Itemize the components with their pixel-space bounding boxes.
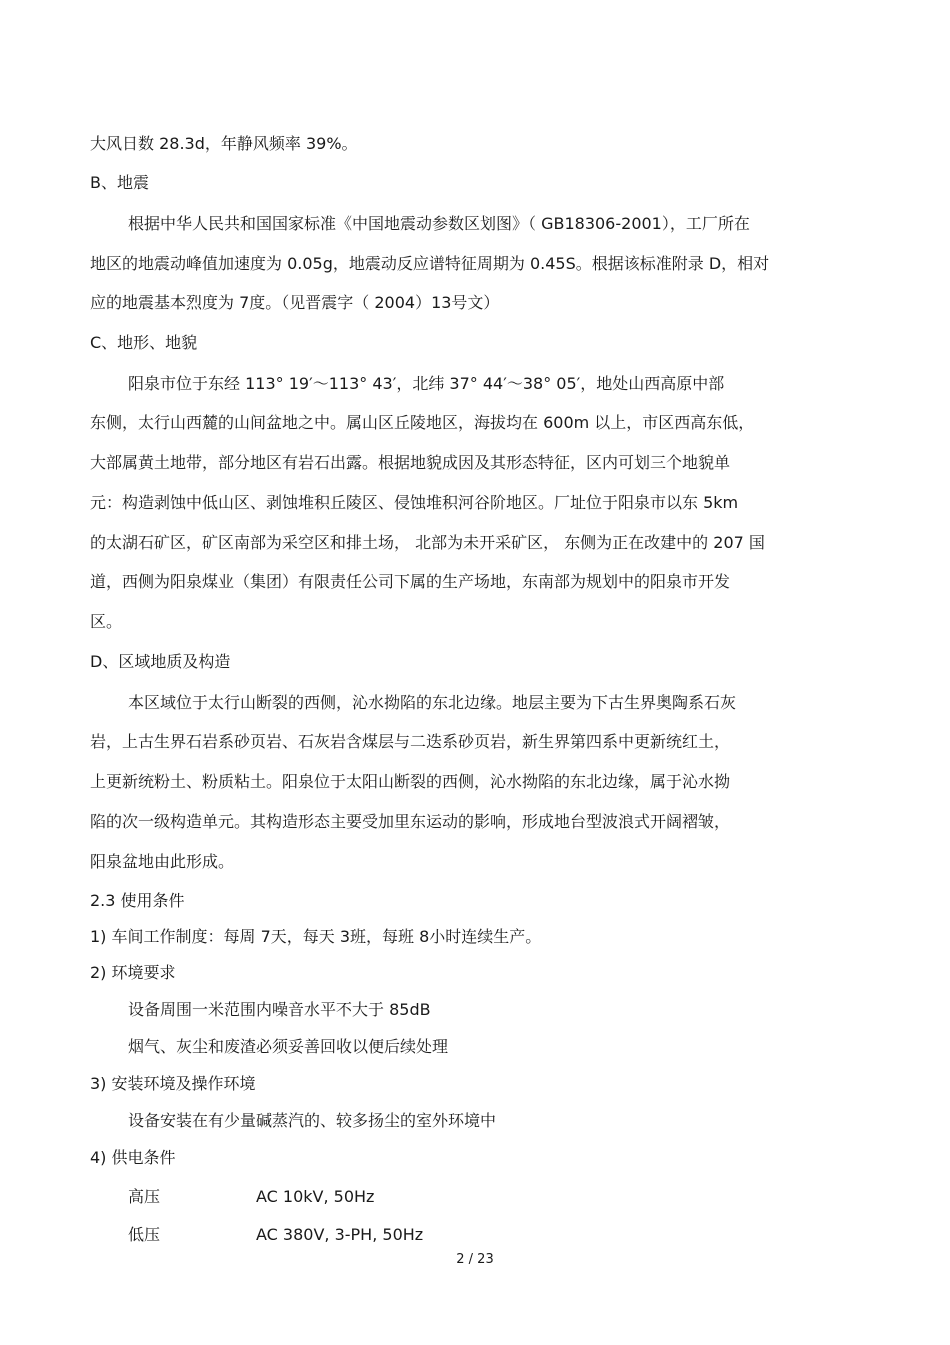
list-item-detail: 烟气、灰尘和废渣必须妥善回收以便后续处理 [128, 1037, 449, 1056]
text-line: 区。 [90, 612, 123, 631]
list-item: 2) 环境要求 [90, 963, 176, 982]
text-line: 的太湖石矿区，矿区南部为采空区和排土场， 北部为未开采矿区， 东侧为正在改建中的 207 国 [90, 533, 765, 552]
power-low-value: AC 380V, 3-PH, 50Hz [256, 1225, 424, 1244]
list-item-detail: 设备周围一米范围内噪音水平不大于 85dB [128, 1000, 431, 1019]
list-item: 1) 车间工作制度：每周 7天，每天 3班，每班 8小时连续生产。 [90, 927, 542, 946]
list-item: 4) 供电条件 [90, 1148, 176, 1167]
power-high-value: AC 10kV, 50Hz [256, 1187, 375, 1206]
section-heading: D、区域地质及构造 [90, 652, 231, 671]
power-high-label: 高压 [128, 1187, 161, 1206]
page-number: 2 / 23 [456, 1252, 494, 1267]
text-line: 元：构造剥蚀中低山区、剥蚀堆积丘陵区、侵蚀堆积河谷阶地区。厂址位于阳泉市以东 5km [90, 493, 739, 512]
text-line: 根据中华人民共和国国家标准《中国地震动参数区划图》（ GB18306-2001），工厂所在 [128, 214, 750, 233]
text-line: 东侧，太行山西麓的山间盆地之中。属山区丘陵地区，海拔均在 600m 以上，市区西高东低， [90, 413, 755, 432]
list-item: 3) 安装环境及操作环境 [90, 1074, 256, 1093]
text-line: 陷的次一级构造单元。其构造形态主要受加里东运动的影响，形成地台型波浪式开阔褶皱， [90, 812, 731, 831]
text-line: 上更新统粉土、粉质粘土。阳泉位于太阳山断裂的西侧，沁水拗陷的东北边缘，属于沁水拗 [90, 772, 731, 791]
section-heading: C、地形、地貌 [90, 333, 198, 352]
text-line: 地区的地震动峰值加速度为 0.05g，地震动反应谱特征周期为 0.45S。根据该标准附录 D，相对 [90, 254, 770, 273]
text-line: 大风日数 28.3d，年静风频率 39%。 [90, 134, 358, 153]
list-item-detail: 设备安装在有少量碱蒸汽的、较多扬尘的室外环境中 [128, 1111, 497, 1130]
text-line: 道，西侧为阳泉煤业（集团）有限责任公司下属的生产场地，东南部为规划中的阳泉市开发 [90, 572, 731, 591]
section-heading: 2.3 使用条件 [90, 891, 185, 910]
section-heading: B、地震 [90, 173, 149, 192]
text-line: 阳泉市位于东经 113° 19′～113° 43′，北纬 37° 44′～38° 05′，地处山西高原中部 [128, 374, 725, 393]
text-line: 岩，上古生界石岩系砂页岩、石灰岩含煤层与二迭系砂页岩，新生界第四系中更新统红土， [90, 732, 731, 751]
text-line: 大部属黄土地带，部分地区有岩石出露。根据地貌成因及其形态特征，区内可划三个地貌单 [90, 453, 731, 472]
text-line: 应的地震基本烈度为 7度。（见晋震字（ 2004）13号文） [90, 293, 500, 312]
power-low-label: 低压 [128, 1225, 161, 1244]
text-line: 本区域位于太行山断裂的西侧，沁水拗陷的东北边缘。地层主要为下古生界奥陶系石灰 [128, 693, 737, 712]
text-line: 阳泉盆地由此形成。 [90, 852, 235, 871]
